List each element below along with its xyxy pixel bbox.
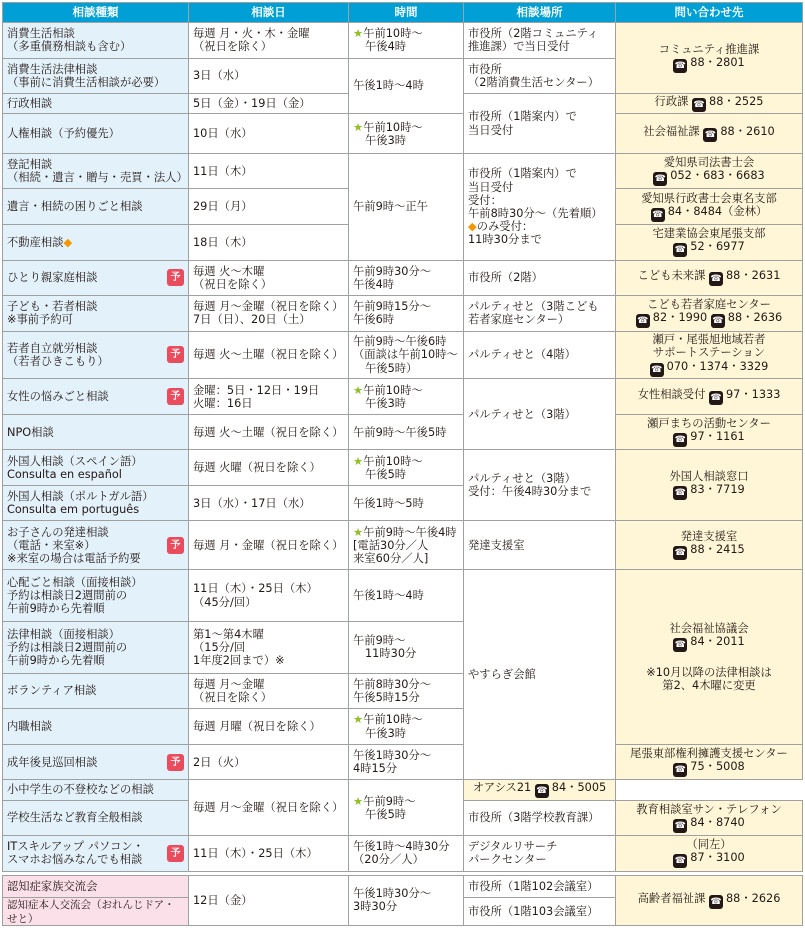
contact-cell: 瀬戸まちの活動センター ☎ 97・1161 <box>616 414 803 450</box>
contact-cell: （同左） ☎ 87・3100 <box>616 836 803 872</box>
phone-icon: ☎ <box>654 174 666 185</box>
date-cell: 12日（金） <box>189 875 349 925</box>
time-cell: 午前9時30分～ 午後4時 <box>349 260 464 296</box>
place-cell: パルティせと（3階） <box>464 379 616 450</box>
contact-cell: 社会福祉協議会 ☎ 84・2011 ※10月以降の法律相談は 第2、4木曜に変更 <box>616 570 803 745</box>
type-cell: 内職相談 <box>3 709 189 745</box>
type-cell: 認知症家族交流会 <box>3 875 189 897</box>
place-cell: やすらぎ会館 <box>464 570 616 780</box>
phone-icon: ☎ <box>674 820 686 831</box>
type-cell: NPO相談 <box>3 414 189 450</box>
star-icon: ★ <box>353 525 364 539</box>
type-cell: 認知症本人交流会（おれんじドア・せと） <box>3 898 189 926</box>
table-row <box>3 521 803 570</box>
type-cell: 遺言・相続の困りごと相談 <box>3 189 189 225</box>
phone-icon: ☎ <box>674 548 686 559</box>
contact-cell: 愛知県行政書士会東名支部 ☎ 84・8484（金林） <box>616 189 803 225</box>
star-icon: ★ <box>353 383 364 397</box>
table-row <box>3 296 803 332</box>
phone-icon: ☎ <box>710 274 722 285</box>
contact-cell: 宅建業協会東尾張支部 ☎ 52・6977 <box>616 225 803 261</box>
type-cell: 女性の悩みごと相談 予 <box>3 379 189 415</box>
type-cell: 成年後見巡回相談 予 <box>3 744 189 780</box>
time-cell: 午後1時～5時 <box>349 485 464 521</box>
date-cell: 29日（月） <box>189 189 349 225</box>
contact-cell: 社会福祉課 ☎ 88・2610 <box>616 114 803 154</box>
diamond-icon: ◆ <box>468 219 477 233</box>
type-cell: 登記相談 （相続・遺言・贈与・売買・法人） <box>3 153 189 189</box>
table-row <box>3 836 803 872</box>
contact-cell: 高齢者福祉課 ☎ 88・2626 <box>616 875 803 925</box>
header-time: 時間 <box>349 3 464 23</box>
table-row <box>3 23 803 59</box>
date-cell: 金曜：5日・12日・19日 火曜：16日 <box>189 379 349 415</box>
reservation-badge: 予 <box>167 845 184 862</box>
phone-icon: ☎ <box>674 856 686 867</box>
date-cell: 10日（水） <box>189 114 349 154</box>
place-cell: 市役所（3階学校教育課） <box>464 800 616 836</box>
place-cell: 発達支援室 <box>464 521 616 570</box>
contact-cell: 愛知県司法書士会 ☎ 052・683・6683 <box>616 153 803 189</box>
type-cell: 心配ごと相談（面接相談） 予約は相談日2週間前の 午前9時から先着順 <box>3 570 189 622</box>
date-cell: 毎週 月・金曜（祝日を除く） <box>189 521 349 570</box>
contact-cell: 教育相談室サン・テレフォン ☎ 84・8740 <box>616 800 803 836</box>
date-cell: 毎週 月・火・木・金曜 （祝日を除く） <box>189 23 349 59</box>
type-cell: 子ども・若者相談 ※事前予約可 <box>3 296 189 332</box>
phone-icon: ☎ <box>652 209 664 220</box>
consultation-schedule-table <box>2 2 803 926</box>
date-cell: 11日（木） <box>189 153 349 189</box>
date-cell: 2日（火） <box>189 744 349 780</box>
table-row <box>3 114 803 154</box>
reservation-badge: 予 <box>167 346 184 363</box>
contact-cell: オアシス21 ☎ 84・5005 <box>464 780 616 800</box>
reservation-badge: 予 <box>167 537 184 554</box>
time-cell: 午後1時30分～ 4時15分 <box>349 744 464 780</box>
time-cell: 午後1時～4時 <box>349 570 464 622</box>
table-row <box>3 570 803 622</box>
time-cell: ★午前10時～ 午後3時 <box>349 379 464 415</box>
type-cell: 法律相談（面接相談） 予約は相談日2週間前の 午前9時から先着順 <box>3 621 189 673</box>
time-cell: 午前9時～ 11時30分 <box>349 621 464 673</box>
date-cell: 毎週 火～土曜（祝日を除く） <box>189 414 349 450</box>
type-cell: 人権相談（予約優先） <box>3 114 189 154</box>
place-cell: 市役所（1階103会議室） <box>464 898 616 926</box>
type-cell: 若者自立就労相談 （若者ひきこもり） 予 <box>3 331 189 379</box>
place-cell: デジタルリサーチ パークセンター <box>464 836 616 872</box>
date-cell: 毎週 月～金曜（祝日を除く） 7日（日）、20日（土） <box>189 296 349 332</box>
place-cell: パルティせと（3階こども 若者家庭センター） <box>464 296 616 332</box>
phone-icon: ☎ <box>674 61 686 72</box>
star-icon: ★ <box>353 27 364 41</box>
date-cell: 毎週 月～金曜（祝日を除く） <box>189 780 349 836</box>
type-cell: ボランティア相談 <box>3 673 189 709</box>
table-row <box>3 153 803 189</box>
phone-icon: ☎ <box>637 316 649 327</box>
time-cell: 午前9時～午後5時 <box>349 414 464 450</box>
type-cell: 外国人相談（スペイン語） Consulta en español <box>3 450 189 486</box>
reservation-badge: 予 <box>167 269 184 286</box>
header-contact: 問い合わせ先 <box>616 3 803 23</box>
time-cell: 午後1時～4時30分 （20分／人） <box>349 836 464 872</box>
table-row <box>3 331 803 379</box>
place-cell: 市役所（1階案内）で 当日受付 受付： 午前8時30分～（先着順） ◆のみ受付： 11時30分まで <box>464 153 616 260</box>
date-cell: 11日（木）・25日（木） <box>189 836 349 872</box>
place-cell: パルティせと（4階） <box>464 331 616 379</box>
phone-icon: ☎ <box>536 786 548 797</box>
star-icon: ★ <box>353 120 364 134</box>
time-cell: 午前9時～午後6時 （面談は午前10時～ 午後5時） <box>349 331 464 379</box>
type-cell: ITスキルアップ パソコン・ スマホお悩みなんでも相談 予 <box>3 836 189 872</box>
table-row <box>3 260 803 296</box>
star-icon: ★ <box>353 794 364 808</box>
contact-cell: 発達支援室 ☎ 88・2415 <box>616 521 803 570</box>
table-row <box>3 780 803 800</box>
time-cell: ★午前10時～ 午後5時 <box>349 450 464 486</box>
time-cell: ★午前9時～午後4時 [電話30分／人 来室60分／人] <box>349 521 464 570</box>
place-cell: 市役所 （2階消費生活センター） <box>464 58 616 94</box>
time-cell: 午前8時30分～ 午後5時15分 <box>349 673 464 709</box>
star-icon: ★ <box>353 713 364 727</box>
header-type: 相談種類 <box>3 3 189 23</box>
header-row <box>3 3 803 23</box>
time-cell: ★午前9時～ 午後5時 <box>349 780 464 836</box>
type-cell: 消費生活相談 （多重債務相談も含む） <box>3 23 189 59</box>
phone-icon: ☎ <box>710 896 722 907</box>
place-cell: 市役所（2階コミュニティ 推進課）で当日受付 <box>464 23 616 59</box>
date-cell: 3日（水） <box>189 58 349 94</box>
date-cell: 毎週 月曜（祝日を除く） <box>189 709 349 745</box>
type-cell: 学校生活など教育全般相談 <box>3 800 189 836</box>
contact-cell: 瀬戸・尾張旭地域若者 サポートステーション ☎ 070・1374・3329 <box>616 331 803 379</box>
time-cell: ★午前10時～ 午後4時 <box>349 23 464 59</box>
time-cell: ★午前10時～ 午後3時 <box>349 709 464 745</box>
table-row <box>3 744 803 780</box>
date-cell: 5日（金）・19日（金） <box>189 94 349 114</box>
type-cell: お子さんの発達相談 （電話・来室※） ※来室の場合は電話予約要 予 <box>3 521 189 570</box>
reservation-badge: 予 <box>167 754 184 771</box>
contact-cell: こども若者家庭センター ☎ 82・1990 ☎ 88・2636 <box>616 296 803 332</box>
time-cell: 午後1時～4時 <box>349 58 464 114</box>
star-icon: ★ <box>353 454 364 468</box>
time-cell: 午前9時15分～ 午後6時 <box>349 296 464 332</box>
contact-cell: 尾張東部権利擁護支援センター ☎ 75・5008 <box>616 744 803 780</box>
phone-icon: ☎ <box>651 364 663 375</box>
time-cell: 午前9時～正午 <box>349 153 464 260</box>
type-cell: ひとり親家庭相談 予 <box>3 260 189 296</box>
table-row <box>3 379 803 415</box>
date-cell: 11日（木）・25日（木） （45分/回） <box>189 570 349 622</box>
reservation-badge: 予 <box>167 388 184 405</box>
place-cell: 市役所（1階案内）で 当日受付 <box>464 94 616 154</box>
contact-cell: 女性相談受付 ☎ 97・1333 <box>616 379 803 415</box>
contact-cell: 行政課 ☎ 88・2525 <box>616 94 803 114</box>
table-row <box>3 414 803 450</box>
place-cell: パルティせと（3階） 受付：午後4時30分まで <box>464 450 616 521</box>
table-row <box>3 450 803 486</box>
date-cell: 毎週 火曜（祝日を除く） <box>189 450 349 486</box>
type-cell: 外国人相談（ポルトガル語） Consulta em português <box>3 485 189 521</box>
type-cell: 不動産相談◆ <box>3 225 189 261</box>
phone-icon: ☎ <box>674 488 686 499</box>
date-cell: 18日（木） <box>189 225 349 261</box>
contact-cell: コミュニティ推進課 ☎ 88・2801 <box>616 23 803 94</box>
date-cell: 毎週 月～金曜 （祝日を除く） <box>189 673 349 709</box>
phone-icon: ☎ <box>693 100 705 111</box>
phone-icon: ☎ <box>712 316 724 327</box>
type-cell: 行政相談 <box>3 94 189 114</box>
phone-icon: ☎ <box>710 393 722 404</box>
phone-icon: ☎ <box>674 245 686 256</box>
header-date: 相談日 <box>189 3 349 23</box>
type-cell: 消費生活法律相談 （事前に消費生活相談が必要） <box>3 58 189 94</box>
date-cell: 3日（水）・17日（水） <box>189 485 349 521</box>
phone-icon: ☎ <box>674 435 686 446</box>
table-row <box>3 875 803 897</box>
header-place: 相談場所 <box>464 3 616 23</box>
time-cell: 午後1時30分～ 3時30分 <box>349 875 464 925</box>
phone-icon: ☎ <box>674 765 686 776</box>
contact-cell: こども未来課 ☎ 88・2631 <box>616 260 803 296</box>
contact-cell: 外国人相談窓口 ☎ 83・7719 <box>616 450 803 521</box>
phone-icon: ☎ <box>674 640 686 651</box>
date-cell: 第1～第4木曜 （15分/回 1年度2回まで）※ <box>189 621 349 673</box>
time-cell: ★午前10時～ 午後3時 <box>349 114 464 154</box>
type-cell: 小中学生の不登校などの相談 <box>3 780 189 800</box>
date-cell: 毎週 火～木曜 （祝日を除く） <box>189 260 349 296</box>
phone-icon: ☎ <box>704 130 716 141</box>
place-cell: 市役所（2階） <box>464 260 616 296</box>
place-cell: 市役所（1階102会議室） <box>464 875 616 897</box>
diamond-icon: ◆ <box>63 235 73 249</box>
date-cell: 毎週 火～土曜（祝日を除く） <box>189 331 349 379</box>
